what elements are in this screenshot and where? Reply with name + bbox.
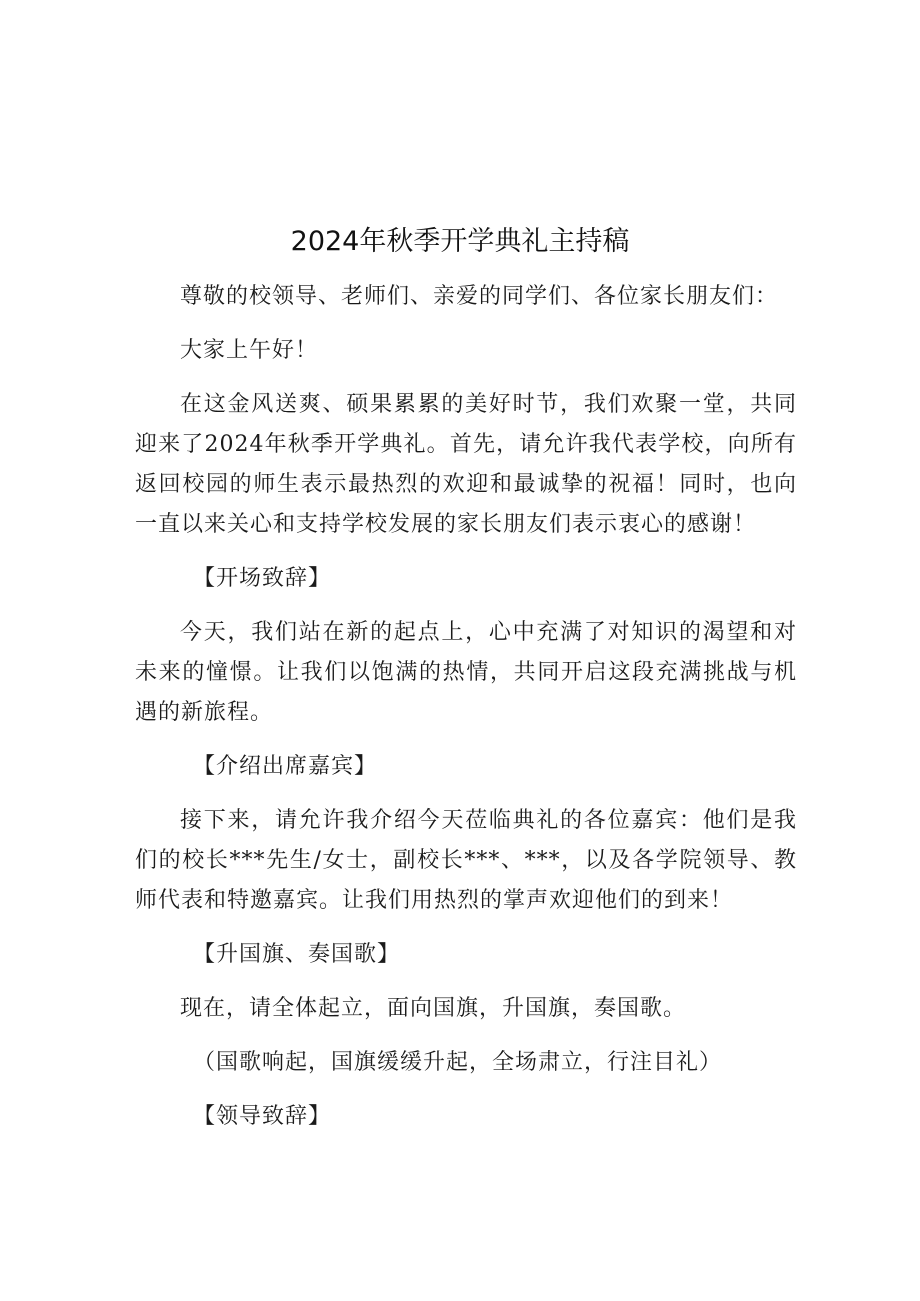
stage-direction-note: （国歌响起，国旗缓缓升起，全场肃立，行注目礼）	[193, 1050, 723, 1075]
document-body	[135, 277, 797, 1151]
opening-paragraph: 今天，我们站在新的起点上，心中充满了对知识的渴望和对未来的憧憬。让我们以饱满的热情，共同开启这段充满挑战与机遇的新旅程。	[135, 620, 797, 725]
document-title: 2024年秋季开学典礼主持稿	[290, 226, 630, 257]
guests-paragraph: 接下来，请允许我介绍今天莅临典礼的各位嘉宾：他们是我们的校长***先生/女士，副校长***、***，以及各学院领导、教师代表和特邀嘉宾。让我们用热烈的掌声欢迎他们的到来！	[135, 808, 797, 913]
welcome-paragraph: 在这金风送爽、硕果累累的美好时节，我们欢聚一堂，共同迎来了2024年秋季开学典礼。首先，请允许我代表学校，向所有返回校园的师生表示最热烈的欢迎和最诚挚的祝福！同时，也向一直以来关心和支持学校发展的家长朋友们表示衷心的感谢！	[135, 392, 797, 537]
section-heading-guests: 【介绍出席嘉宾】	[193, 754, 378, 779]
section-heading-flag: 【升国旗、奏国歌】	[193, 942, 401, 967]
greeting-paragraph: 尊敬的校领导、老师们、亲爱的同学们、各位家长朋友们：	[180, 284, 779, 309]
flag-paragraph: 现在，请全体起立，面向国旗，升国旗，奏国歌。	[180, 996, 687, 1021]
section-heading-opening: 【开场致辞】	[193, 566, 332, 591]
morning-greeting-paragraph: 大家上午好！	[180, 338, 319, 363]
section-heading-leader-speech: 【领导致辞】	[193, 1104, 332, 1129]
